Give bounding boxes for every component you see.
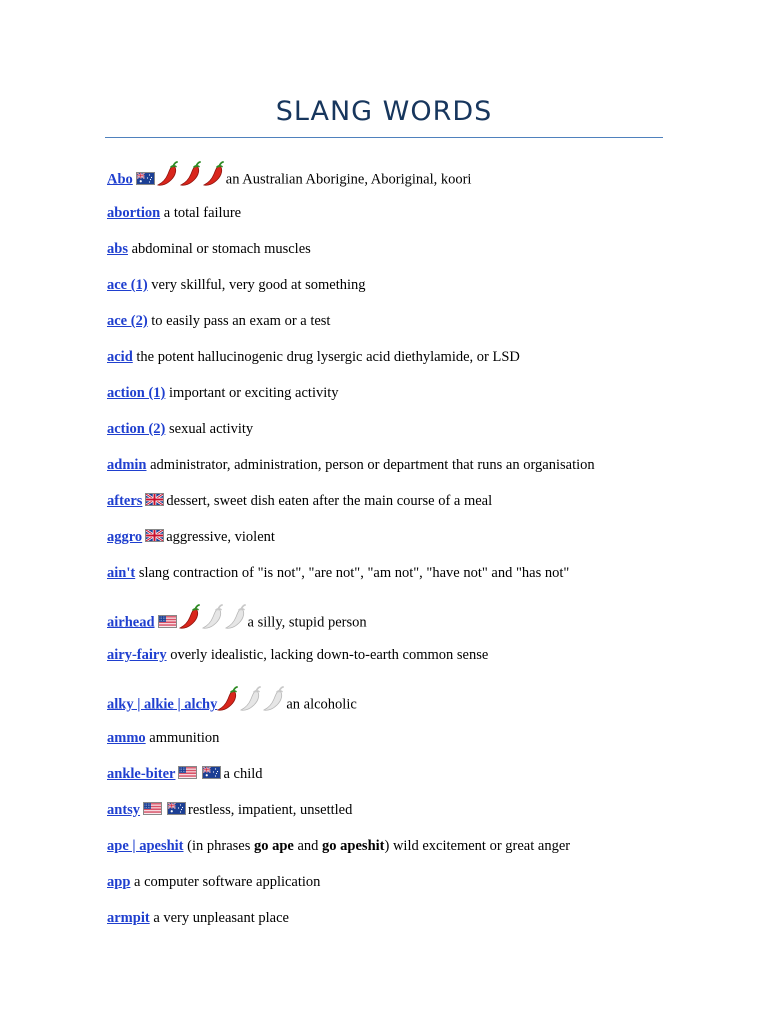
definition: a total failure [163, 205, 242, 221]
glossary-entry [107, 836, 570, 856]
chili-hot-icon [157, 161, 179, 187]
glossary-entry [107, 383, 339, 403]
flag-au-icon [136, 172, 155, 185]
flag-au-icon [202, 766, 221, 779]
term-link[interactable]: abortion [107, 205, 161, 221]
glossary-entry [107, 347, 520, 367]
glossary-entry [107, 645, 488, 665]
glossary-entry [107, 610, 367, 636]
definition-text: and [293, 838, 323, 854]
definition: sexual activity [169, 421, 254, 437]
glossary-entry [107, 239, 311, 259]
chili-mild-icon [225, 604, 247, 630]
chili-hot-icon [203, 161, 225, 187]
definition: overly idealistic, lacking down-to-earth common sense [170, 647, 489, 663]
chili-hot-icon [180, 161, 202, 187]
term-link[interactable]: abs [107, 241, 128, 257]
term-link[interactable]: ankle-biter [107, 766, 176, 782]
glossary-entry [107, 800, 352, 820]
glossary-entry [107, 728, 219, 748]
chili-mild-icon [240, 686, 262, 712]
definition: very skillful, very good at something [151, 277, 366, 293]
definition-phrase-bold: go ape [253, 838, 294, 854]
page-title: SLANG WORDS [275, 96, 493, 127]
glossary-entry [107, 203, 241, 223]
definition: dessert, sweet dish eaten after the main course of a meal [166, 493, 493, 509]
glossary-entry [107, 455, 595, 475]
term-link[interactable]: alky | alkie | alchy [107, 696, 218, 713]
term-link[interactable]: airhead [107, 614, 155, 631]
term-link[interactable]: Abo [107, 171, 133, 188]
term-link[interactable]: ape | apeshit [107, 838, 184, 854]
glossary-entry [107, 419, 253, 439]
definition: restless, impatient, unsettled [188, 802, 353, 818]
flag-us-icon [178, 766, 197, 779]
definition-text: ) wild excitement or great anger [384, 838, 571, 854]
definition: important or exciting activity [169, 385, 339, 401]
definition: ammunition [149, 730, 220, 746]
chili-mild-icon [263, 686, 285, 712]
definition: a computer software application [134, 874, 321, 890]
term-link[interactable]: armpit [107, 910, 150, 926]
term-link[interactable]: action (1) [107, 385, 166, 401]
term-link[interactable]: ace (1) [107, 277, 148, 293]
term-link[interactable]: ace (2) [107, 313, 148, 329]
title-divider [105, 137, 663, 138]
term-link[interactable]: aggro [107, 529, 143, 545]
term-link[interactable]: app [107, 874, 131, 890]
definition-text: (in phrases [187, 838, 254, 854]
flag-au-icon [167, 802, 186, 815]
definition: administrator, administration, person or department that runs an organisation [150, 457, 595, 473]
glossary-entry [107, 491, 492, 511]
term-link[interactable]: ain't [107, 565, 136, 581]
glossary-entry [107, 563, 569, 583]
term-link[interactable]: ammo [107, 730, 146, 746]
definition: a very unpleasant place [153, 910, 289, 926]
glossary-entry [107, 527, 275, 547]
glossary-entry [107, 764, 263, 784]
glossary-entry [107, 275, 366, 295]
glossary-entry [107, 692, 357, 718]
glossary-entry [107, 908, 289, 928]
flag-uk-icon [145, 529, 164, 542]
glossary-entry [107, 872, 320, 892]
flag-uk-icon [145, 493, 164, 506]
chili-hot-icon [179, 604, 201, 630]
term-link[interactable]: afters [107, 493, 143, 509]
definition: an Australian Aborigine, Aboriginal, koori [225, 171, 472, 188]
definition [187, 838, 570, 854]
definition: abdominal or stomach muscles [131, 241, 311, 257]
term-link[interactable]: admin [107, 457, 147, 473]
term-link[interactable]: action (2) [107, 421, 166, 437]
flag-us-icon [143, 802, 162, 815]
definition: aggressive, violent [166, 529, 275, 545]
term-link[interactable]: acid [107, 349, 133, 365]
definition: a silly, stupid person [247, 614, 367, 631]
flag-us-icon [158, 615, 177, 628]
definition: a child [223, 766, 263, 782]
term-link[interactable]: airy-fairy [107, 647, 167, 663]
glossary-entry [107, 311, 330, 331]
definition-phrase-bold: go apeshit [322, 838, 385, 854]
definition: the potent hallucinogenic drug lysergic acid diethylamide, or LSD [136, 349, 520, 365]
definition: to easily pass an exam or a test [151, 313, 331, 329]
definition: an alcoholic [286, 696, 357, 713]
glossary-entry [107, 167, 471, 193]
chili-hot-icon [217, 686, 239, 712]
term-link[interactable]: antsy [107, 802, 141, 818]
definition: slang contraction of "is not", "are not", "am not", "have not" and "has not" [138, 565, 570, 581]
chili-mild-icon [202, 604, 224, 630]
